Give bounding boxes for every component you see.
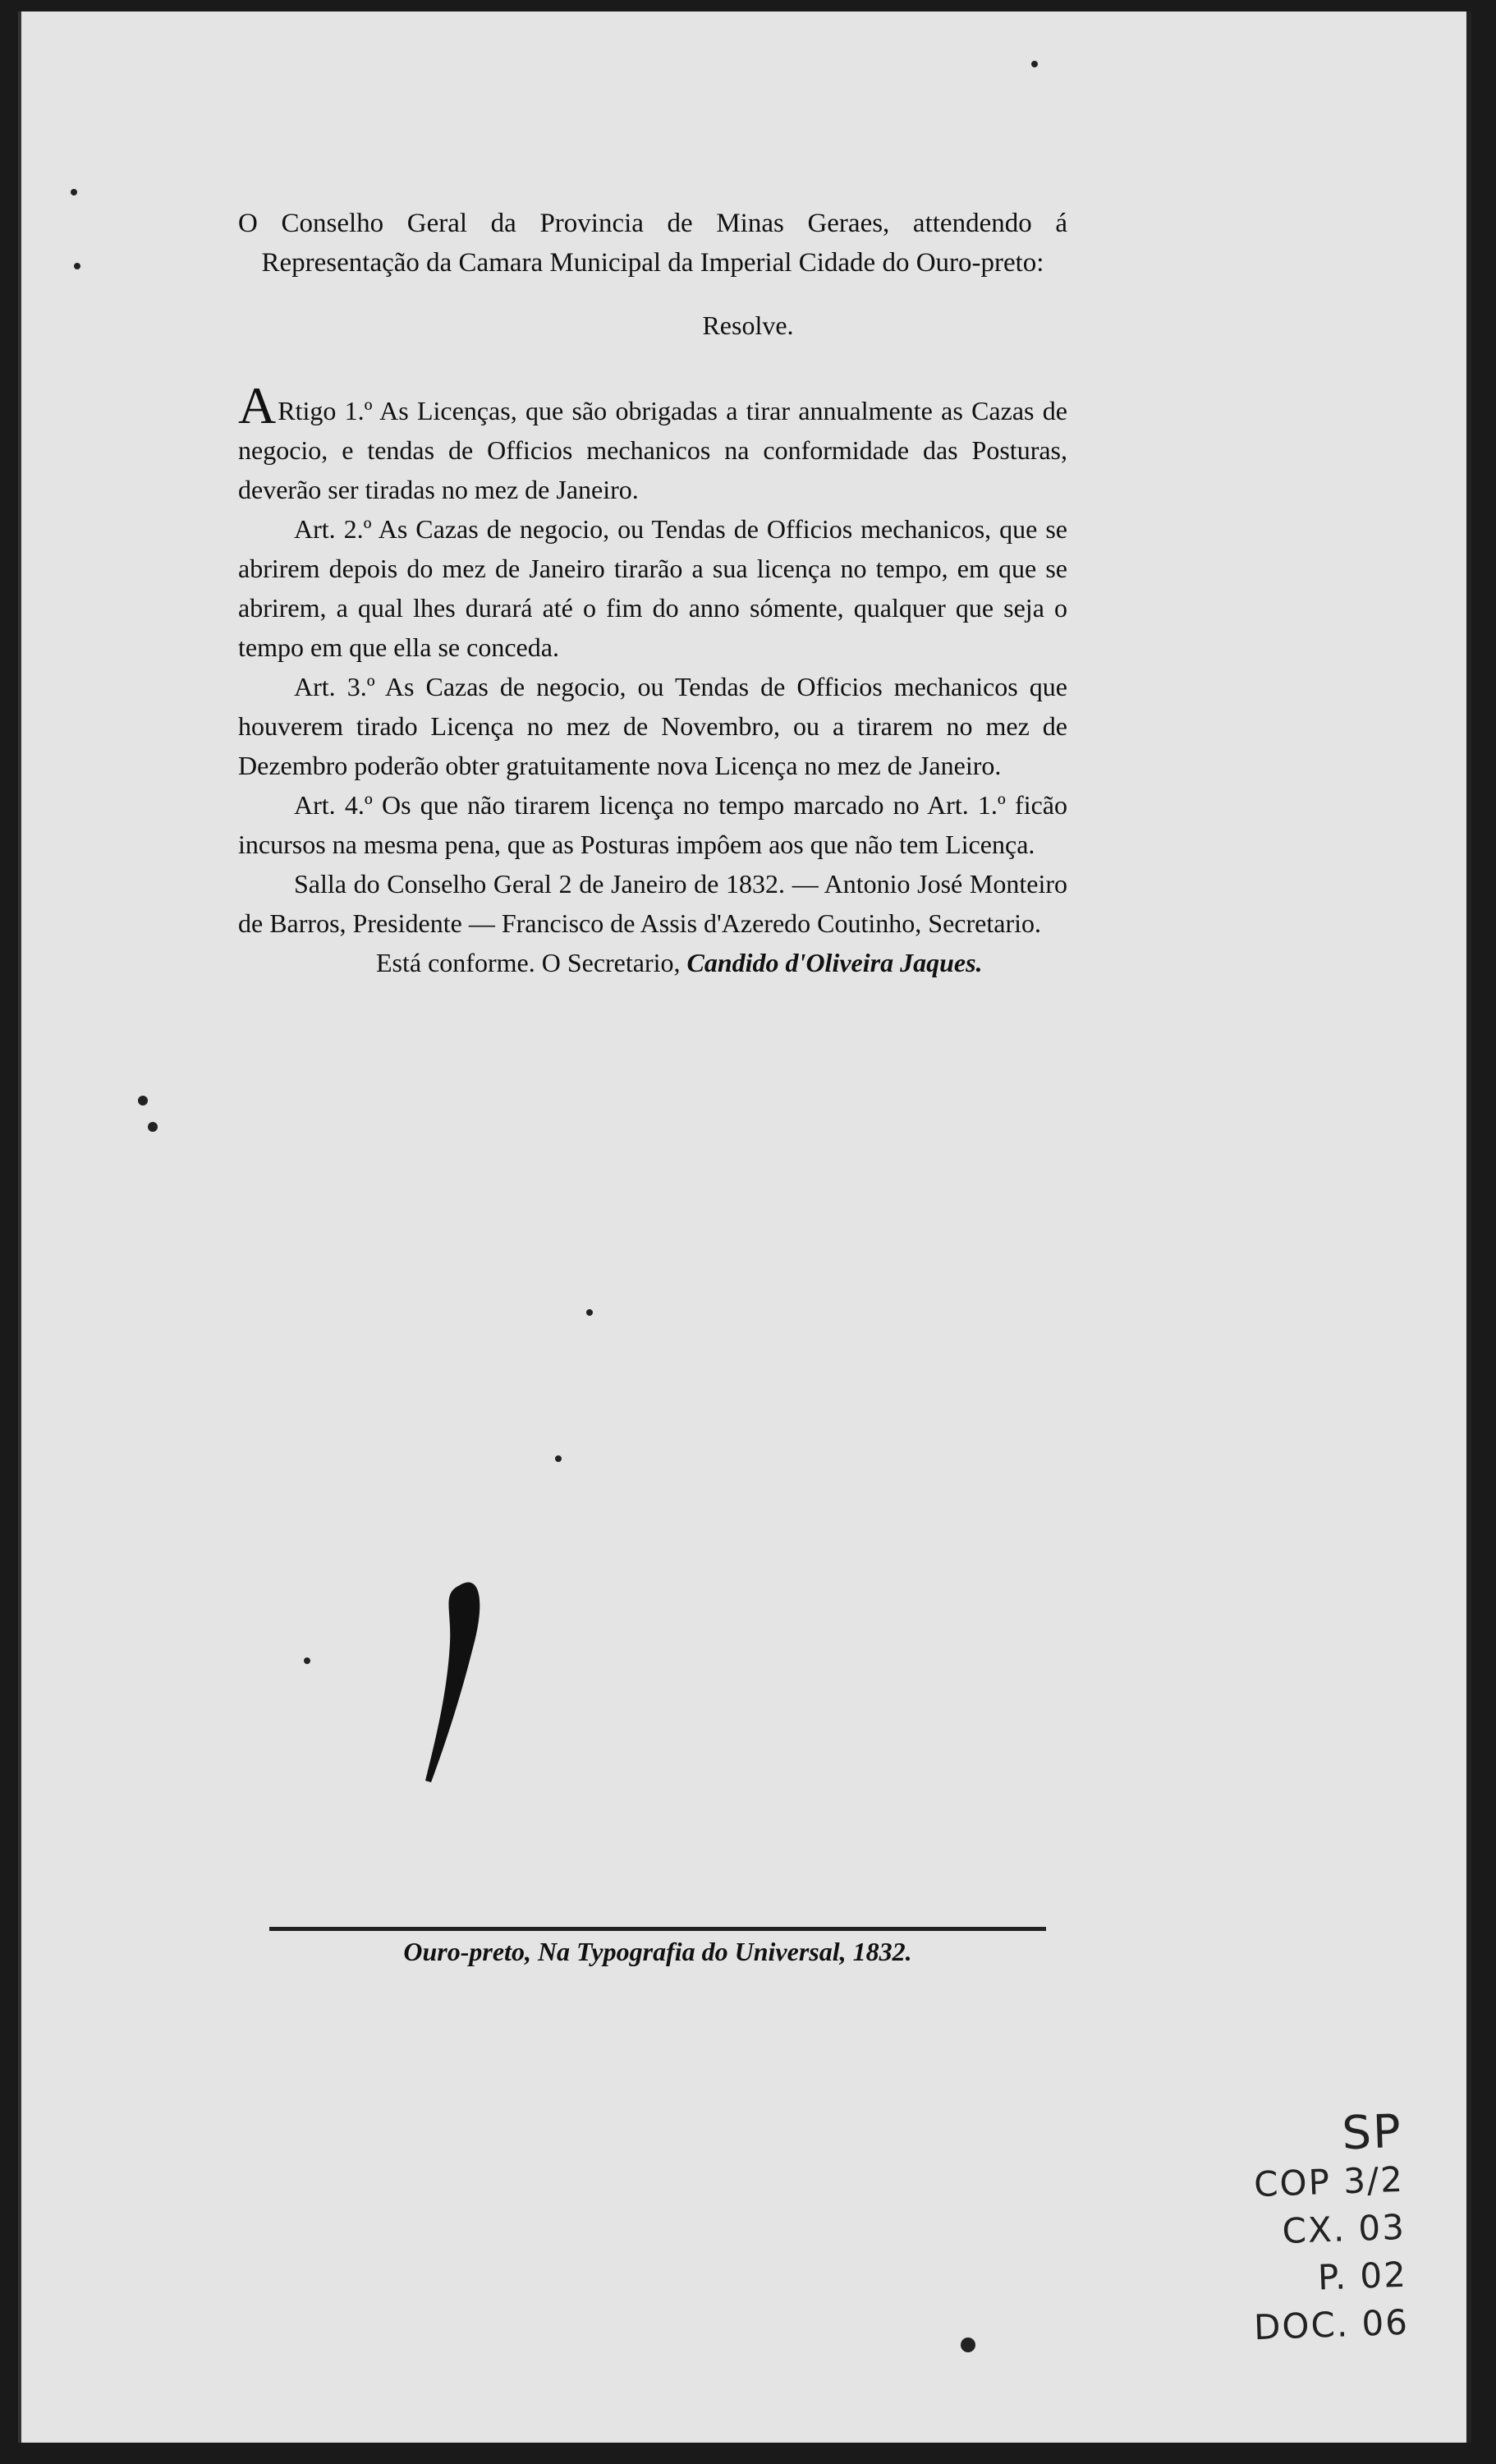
article-3: Art. 3.º As Cazas de negocio, ou Tendas de Officios mechanicos que houverem tirado Licença no mez de Novembro, ou a tirarem no mez de Dezembro poderão obter gratuitamente nova Licença no mez de Janeiro. — [238, 672, 1067, 780]
archive-note-folder: P. 02 — [1317, 2254, 1408, 2298]
conformity-prefix: Está conforme. O Secretario, — [376, 948, 681, 977]
article-2: Art. 2.º As Cazas de negocio, ou Tendas de Officios mechanicos, que se abrirem depois do mez de Janeiro tirarão a sua licença no tempo, em que se abrirem, a qual lhes durará até o fim do anno sómente, qualquer que seja o tempo em que ella se conceda. — [238, 514, 1067, 662]
archive-note-collection: COP 3/2 — [1253, 2158, 1405, 2205]
document-intro: O Conselho Geral da Provincia de Minas Geraes, attendendo á Representação da Camara Municipal da Imperial Cidade do Ouro-preto: — [238, 209, 1067, 278]
ink-blot — [961, 2338, 975, 2352]
imprint-rule — [269, 1927, 1046, 1931]
archive-note-sp: SP — [1341, 2104, 1404, 2161]
article-1-text: Rtigo 1.º As Licenças, que são obrigadas a tirar annualmente as Cazas de negocio, e tendas de Officios mechanicos na conformidade das Posturas, deverão ser tiradas no mez de Janeiro. — [238, 396, 1067, 504]
archive-note-box: CX. 03 — [1281, 2206, 1407, 2251]
article-4: Art. 4.º Os que não tirarem licença no tempo marcado no Art. 1.º ficão incursos na mesma pena, que as Posturas impôem aos que não tem Licença. — [238, 790, 1067, 859]
drop-cap: A — [238, 376, 277, 434]
archive-note-doc: DOC. 06 — [1253, 2301, 1410, 2348]
resolve-heading: Resolve. — [702, 310, 794, 340]
secretary-name: Candido d'Oliveira Jaques. — [686, 948, 983, 977]
archive-notes — [1246, 2104, 1410, 2351]
signature-block: Salla do Conselho Geral 2 de Janeiro de 1832. — Antonio José Monteiro de Barros, Presidente — Francisco de Assis d'Azeredo Coutinho, Secretario. — [238, 869, 1067, 938]
imprint-line: Ouro-preto, Na Typografia do Universal, 1832. — [403, 1937, 912, 1966]
